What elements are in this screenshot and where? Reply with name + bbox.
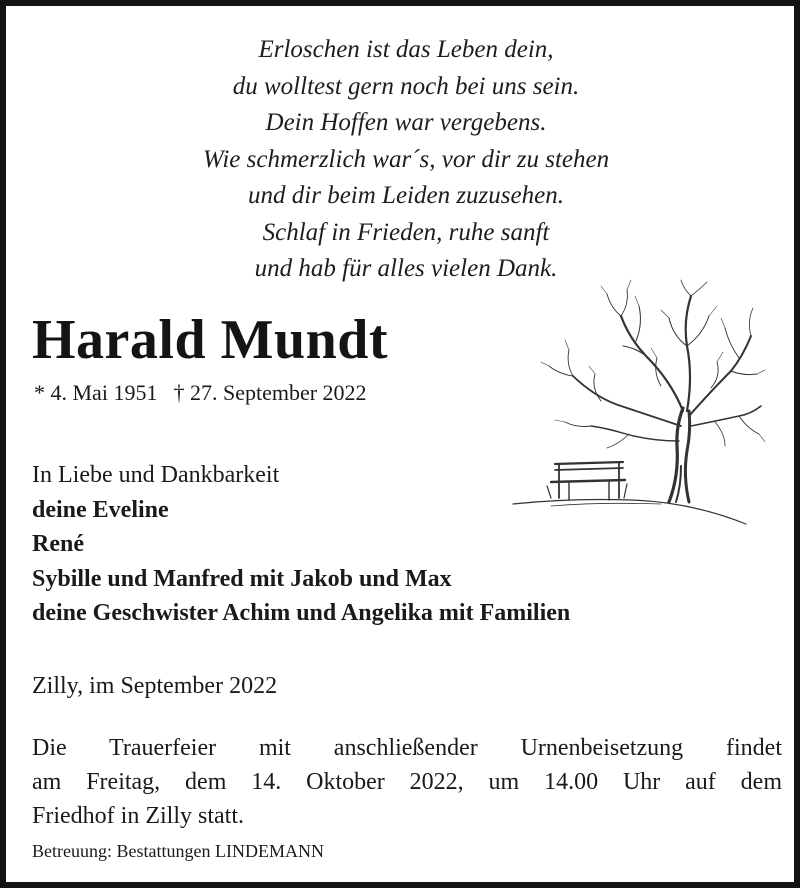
poem-line: Wie schmerzlich war´s, vor dir zu stehen — [202, 145, 610, 173]
deceased-name: Harald Mundt — [32, 309, 389, 371]
poem-line: Erloschen ist das Leben dein, — [258, 36, 554, 63]
mourners — [32, 458, 570, 631]
poem — [6, 32, 800, 288]
funeral-service-info — [32, 731, 782, 833]
mourner-line: René — [32, 531, 84, 557]
birth-date: * 4. Mai 1951 — [34, 380, 158, 405]
service-line: Die Trauerfeier mit anschließender Urnenbeisetzung findet — [32, 735, 782, 761]
mourner-line: Sybille und Manfred mit Jakob und Max — [32, 565, 452, 592]
mourner-line: deine Eveline — [32, 496, 169, 523]
poem-line: und dir beim Leiden zuzusehen. — [248, 182, 564, 209]
place-and-date: Zilly, im September 2022 — [32, 673, 278, 699]
poem-line: und hab für alles vielen Dank. — [254, 255, 558, 282]
service-line: am Freitag, dem 14. Oktober 2022, um 14.00 Uhr auf dem — [32, 769, 782, 795]
poem-line: du wolltest gern noch bei uns sein. — [232, 72, 580, 100]
undertaker-credit: Betreuung: Bestattungen LINDEMANN — [32, 841, 324, 861]
life-dates — [34, 380, 367, 406]
poem-line: Schlaf in Frieden, ruhe sanft — [262, 218, 550, 246]
death-date: † 27. September 2022 — [173, 380, 367, 405]
service-line: Friedhof in Zilly statt. — [32, 803, 244, 829]
mourners-intro: In Liebe und Dankbarkeit — [32, 462, 280, 488]
poem-line: Dein Hoffen war vergebens. — [265, 109, 547, 136]
mourner-line: deine Geschwister Achim und Angelika mit Familien — [32, 600, 571, 626]
